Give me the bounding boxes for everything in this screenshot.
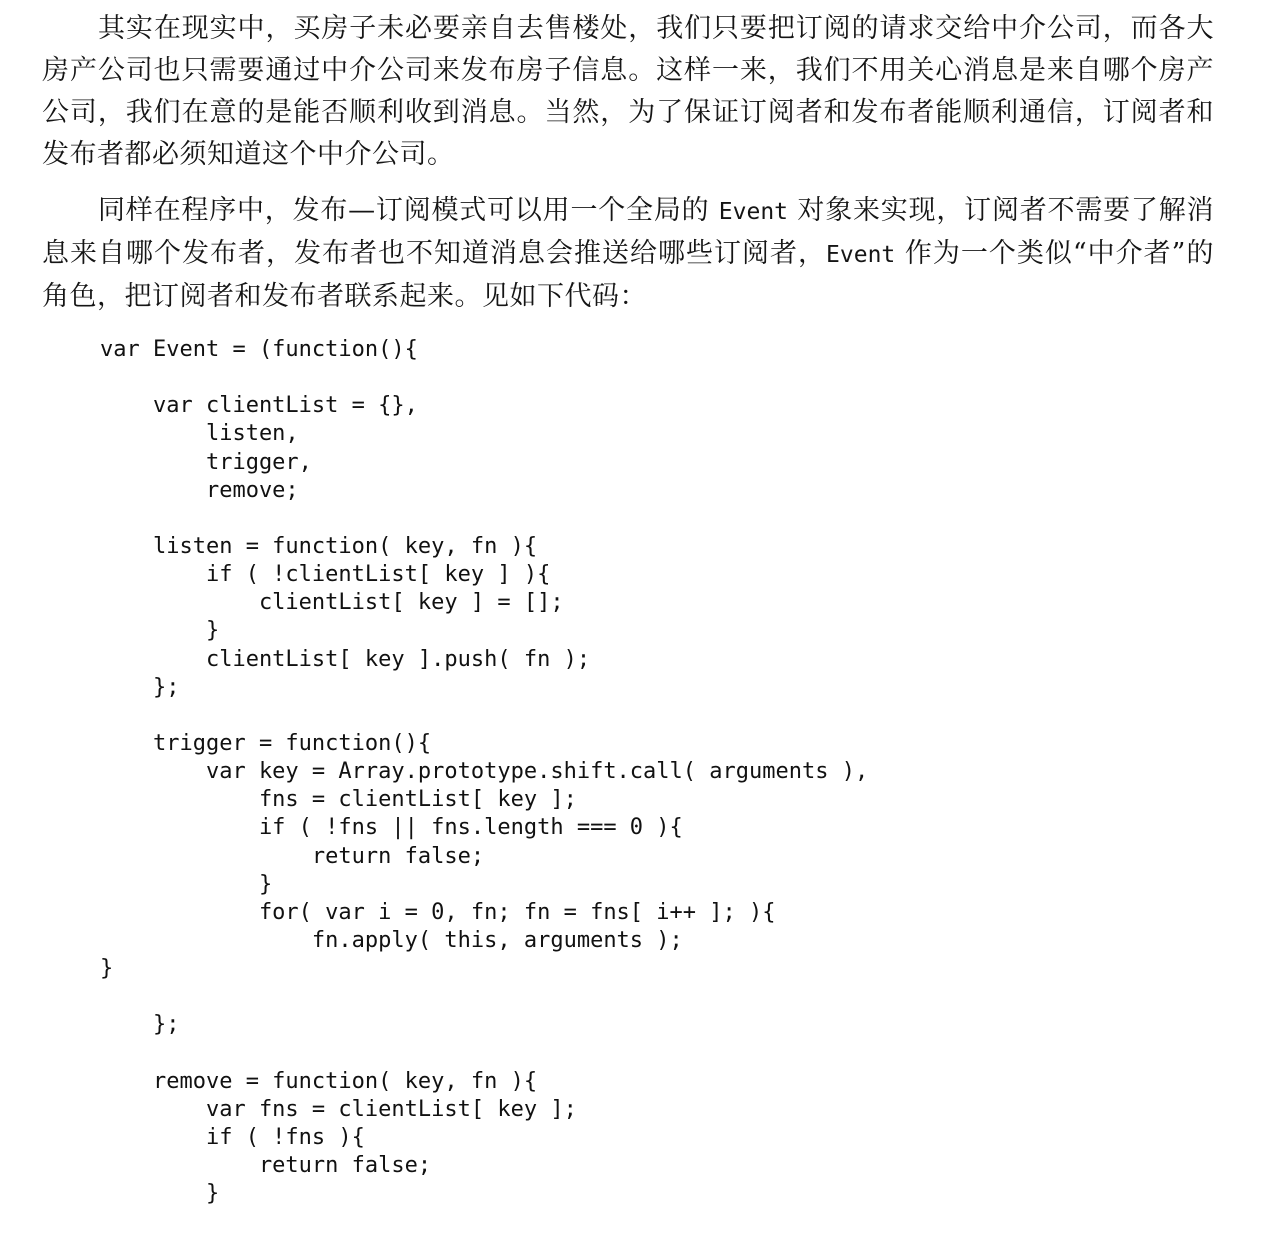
paragraph-text: 作为一个类似“中介者”的角色，把订阅者和发布者联系起来。见如下代码： bbox=[42, 238, 1214, 312]
code-line bbox=[100, 364, 1200, 392]
code-line: var key = Array.prototype.shift.call( arguments ), bbox=[100, 759, 869, 785]
code-line: if ( !fns || fns.length === 0 ){ bbox=[100, 815, 683, 841]
code-line: for( var i = 0, fn; fn = fns[ i++ ]; ){ bbox=[100, 899, 776, 925]
code-line: remove; bbox=[100, 477, 299, 503]
code-line: listen = function( key, fn ){ bbox=[100, 533, 538, 559]
code-line: fns = clientList[ key ]; bbox=[100, 787, 577, 813]
code-line: } bbox=[100, 871, 273, 897]
code-line: if ( !fns ){ bbox=[100, 1124, 365, 1150]
code-line: clientList[ key ].push( fn ); bbox=[100, 646, 591, 672]
inline-code: Event bbox=[826, 242, 896, 268]
code-line: clientList[ key ] = []; bbox=[100, 590, 564, 616]
code-line: var fns = clientList[ key ]; bbox=[100, 1096, 577, 1122]
code-line: }; bbox=[100, 1012, 180, 1038]
code-line: return false; bbox=[100, 843, 485, 869]
code-line: trigger, bbox=[100, 449, 312, 475]
code-line bbox=[100, 1040, 1200, 1068]
code-line bbox=[100, 505, 1200, 533]
code-line: var Event = (function(){ bbox=[100, 337, 418, 362]
code-line: } bbox=[100, 1181, 220, 1207]
code-line bbox=[100, 983, 1200, 1011]
paragraph-text: 同样在程序中，发布—订阅模式可以用一个全局的 bbox=[98, 195, 719, 226]
code-line: listen, bbox=[100, 421, 299, 447]
body-paragraph-1 bbox=[42, 8, 1214, 176]
code-line bbox=[100, 702, 1200, 730]
body-paragraph-2 bbox=[42, 190, 1214, 318]
code-line: fn.apply( this, arguments ); bbox=[100, 927, 683, 953]
code-line: if ( !clientList[ key ] ){ bbox=[100, 562, 551, 588]
code-line: } bbox=[100, 956, 114, 982]
paragraph-text: 对象来实现，订阅者不需要了解消息来自哪个发布者，发布者也不知道消息会推送给哪些订阅者， bbox=[42, 195, 1214, 269]
code-line: remove = function( key, fn ){ bbox=[100, 1068, 538, 1094]
code-line: trigger = function(){ bbox=[100, 730, 432, 756]
code-line: }; bbox=[100, 674, 180, 700]
code-listing bbox=[100, 336, 1200, 1208]
code-line: } bbox=[100, 618, 220, 644]
inline-code: Event bbox=[718, 199, 789, 225]
code-line: var clientList = {}, bbox=[100, 393, 418, 419]
paragraph-text: 其实在现实中，买房子未必要亲自去售楼处，我们只要把订阅的请求交给中介公司，而各大房产公司也只需要通过中介公司来发布房子信息。这样一来，我们不用关心消息是来自哪个房产公司，我们在意的是能否顺利收到消息。当然，为了保证订阅者和发布者能顺利通信，订阅者和发布者都必须知道这个中介公司。 bbox=[42, 13, 1214, 170]
code-line: return false; bbox=[100, 1153, 432, 1179]
